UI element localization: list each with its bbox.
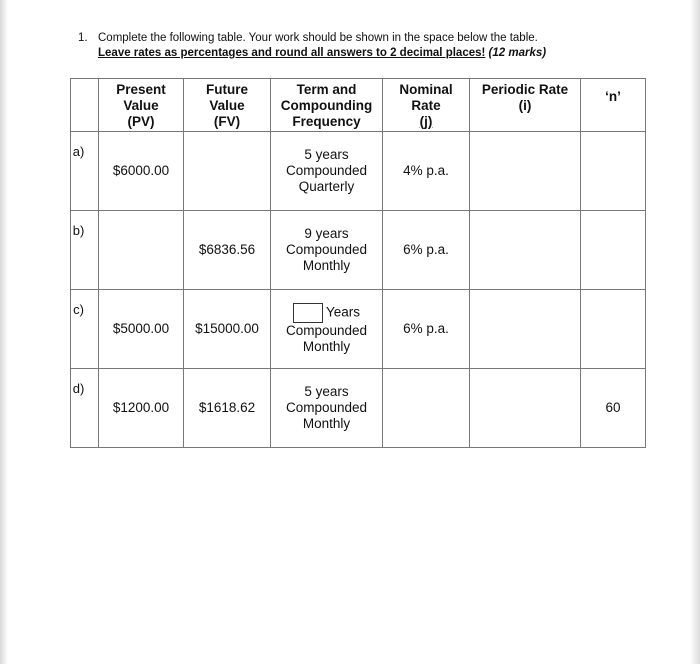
table-row-d (71, 369, 646, 448)
header-n: ‘n’ (581, 79, 646, 132)
cell-n[interactable] (581, 211, 646, 290)
interest-rate-table (70, 78, 646, 448)
row-letter: b) (71, 211, 99, 290)
header-future-value: Future Value (FV) (184, 79, 271, 132)
years-answer-box[interactable] (293, 303, 323, 323)
question-line-1 (78, 31, 546, 46)
row-letter: a) (71, 132, 99, 211)
cell-nominal-rate[interactable]: 4% p.a. (383, 132, 470, 211)
question-emphasis: Leave rates as percentages and round all answers to 2 decimal places! (98, 47, 486, 59)
question-instruction: Complete the following table. Your work should be shown in the space below the table. (98, 32, 538, 44)
header-present-value: Present Value (PV) (99, 79, 184, 132)
question-marks: (12 marks) (488, 47, 547, 59)
page-edge-shadow-right (690, 0, 700, 664)
header-term-frequency: Term and Compounding Frequency (271, 79, 383, 132)
header-nominal-rate: Nominal Rate (j) (383, 79, 470, 132)
row-letter: c) (71, 290, 99, 369)
cell-present-value[interactable]: $6000.00 (99, 132, 184, 211)
row-letter: d) (71, 369, 99, 448)
header-periodic-rate: Periodic Rate (i) (470, 79, 581, 132)
cell-n[interactable] (581, 132, 646, 211)
cell-n[interactable]: 60 (581, 369, 646, 448)
cell-term-frequency: 5 years Compounded Quarterly (271, 132, 383, 211)
table-row-b (71, 211, 646, 290)
cell-periodic-rate[interactable] (470, 211, 581, 290)
question-number: 1. (78, 32, 88, 44)
term-years-line: Years (271, 303, 382, 323)
header-letter-cell (71, 79, 99, 132)
cell-future-value[interactable] (184, 132, 271, 211)
cell-nominal-rate[interactable] (383, 369, 470, 448)
page-edge-shadow-left (0, 0, 8, 664)
cell-future-value[interactable]: $1618.62 (184, 369, 271, 448)
table-row-a (71, 132, 646, 211)
cell-present-value[interactable] (99, 211, 184, 290)
question-line-2 (78, 46, 546, 61)
cell-term-frequency: 5 years Compounded Monthly (271, 369, 383, 448)
cell-periodic-rate[interactable] (470, 132, 581, 211)
cell-present-value[interactable]: $1200.00 (99, 369, 184, 448)
cell-term-frequency: 9 years Compounded Monthly (271, 211, 383, 290)
cell-periodic-rate[interactable] (470, 369, 581, 448)
cell-present-value[interactable]: $5000.00 (99, 290, 184, 369)
cell-nominal-rate[interactable]: 6% p.a. (383, 290, 470, 369)
cell-term-frequency: Years Compounded Monthly (271, 290, 383, 369)
cell-nominal-rate[interactable]: 6% p.a. (383, 211, 470, 290)
question-block (78, 31, 546, 61)
cell-future-value[interactable]: $15000.00 (184, 290, 271, 369)
table-row-c (71, 290, 646, 369)
header-row (71, 79, 646, 132)
cell-n[interactable] (581, 290, 646, 369)
cell-periodic-rate[interactable] (470, 290, 581, 369)
cell-future-value[interactable]: $6836.56 (184, 211, 271, 290)
